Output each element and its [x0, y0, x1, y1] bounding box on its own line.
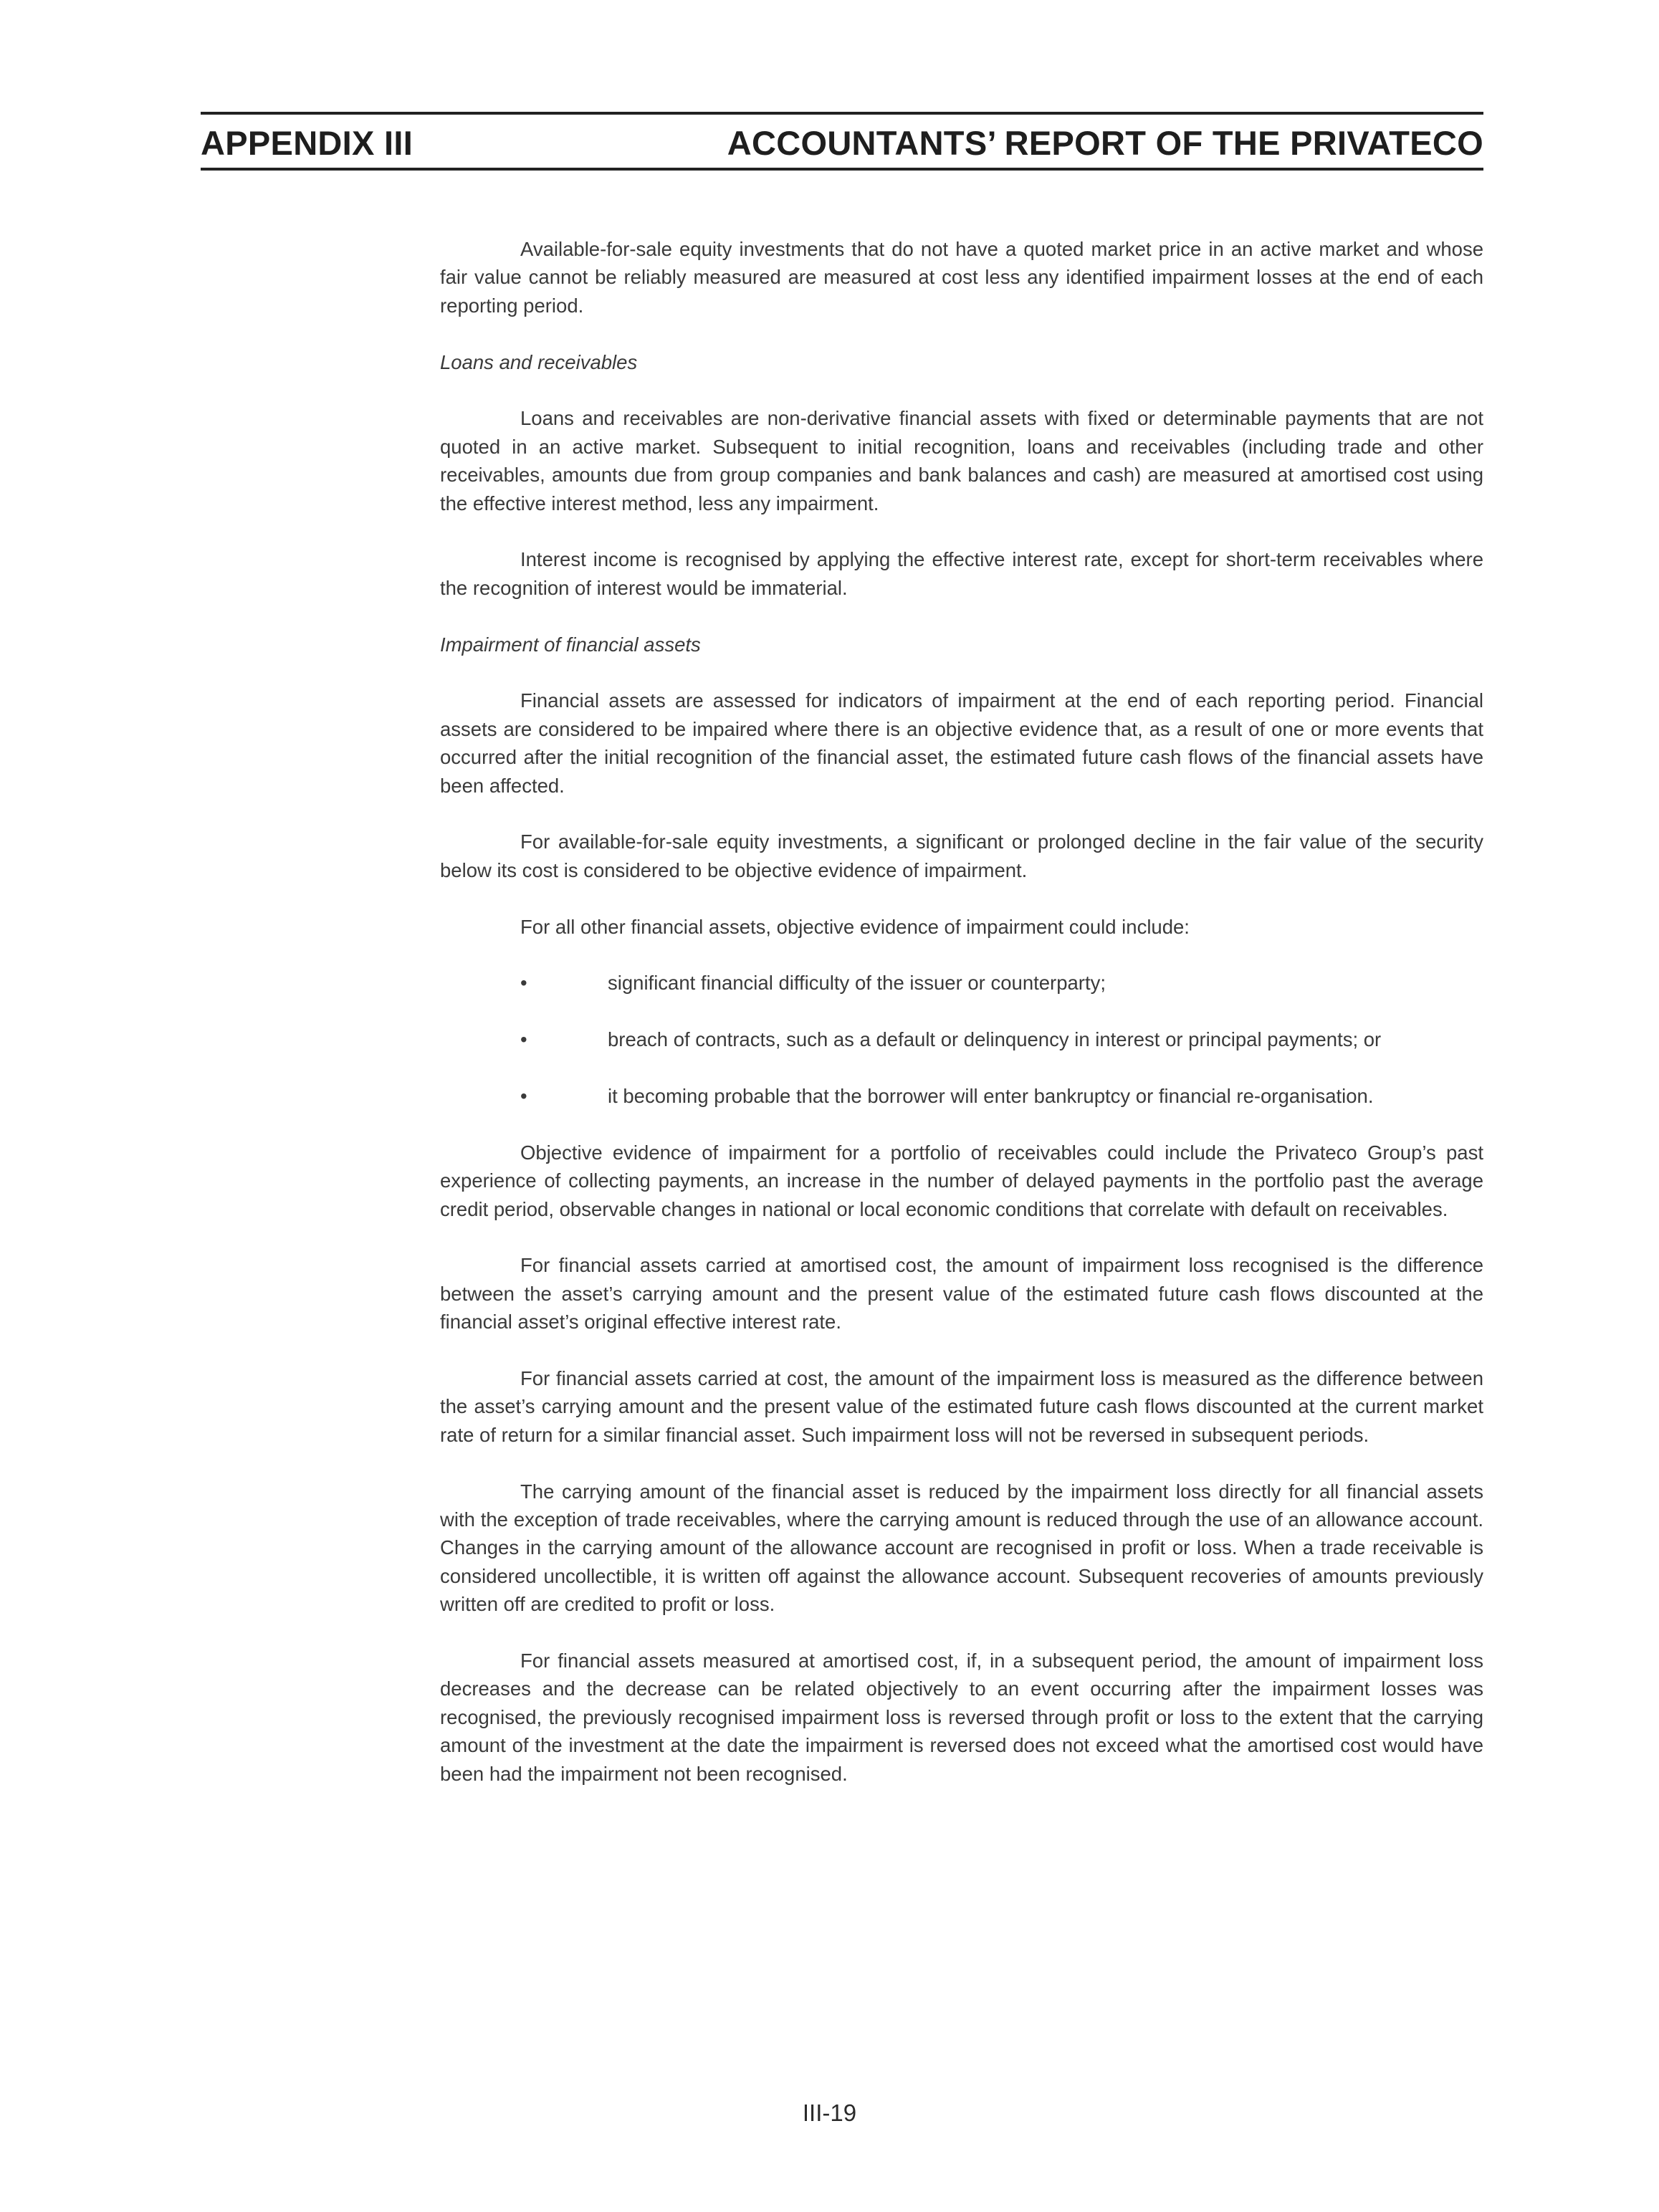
- bullet-icon: •: [520, 1085, 527, 1108]
- section-subheading: Impairment of financial assets: [440, 633, 701, 656]
- paragraph: For financial assets carried at amortised cost, the amount of impairment loss recognised is the difference between the asset’s carrying amount and the present value of the estimated future cash flows discounted at the financial asset’s original effective interest rate.: [440, 1254, 1483, 1334]
- paragraph: Financial assets are assessed for indicators of impairment at the end of each reporting period. Financial assets are considered to be impaired where there is an objective evidence that, as a result of one or more events that occurred after the initial recognition of the financial asset, the estimated future cash flows of the financial assets have been affected.: [440, 689, 1483, 797]
- paragraph: The carrying amount of the financial asset is reduced by the impairment loss directly for all financial assets with the exception of trade receivables, where the carrying amount is reduced through the use of an allowance account. Changes in the carrying amount of the allowance account are recognised in profit or loss. When a trade receivable is considered uncollectible, it is written off against the allowance account. Subsequent recoveries of amounts previously written off are credited to profit or loss.: [440, 1480, 1483, 1616]
- bullet-icon: •: [520, 1028, 527, 1051]
- bullet-text: significant financial difficulty of the issuer or counterparty;: [608, 972, 1106, 995]
- bullet-item: [440, 1025, 1483, 1053]
- paragraph: Available-for-sale equity investments that do not have a quoted market price in an active market and whose fair value cannot be reliably measured are measured at cost less any identified impairment losses at the end of each reporting period.: [440, 238, 1483, 317]
- bullet-text: breach of contracts, such as a default or delinquency in interest or principal payments; or: [608, 1028, 1382, 1051]
- bullet-text: it becoming probable that the borrower will enter bankruptcy or financial re-organisation.: [608, 1085, 1374, 1108]
- page-header: [201, 112, 1483, 171]
- paragraph: For all other financial assets, objective evidence of impairment could include:: [520, 915, 1190, 938]
- document-body: [440, 235, 1483, 1816]
- paragraph: For financial assets carried at cost, the amount of the impairment loss is measured as the difference between the asset’s carrying amount and the present value of the estimated future cash flows discounted at the current market rate of return for a similar financial asset. Such impairment loss will not be reversed in subsequent periods.: [440, 1367, 1483, 1446]
- bullet-item: [440, 969, 1483, 997]
- paragraph: Interest income is recognised by applying the effective interest rate, except for short-term receivables where the recognition of interest would be immaterial.: [440, 548, 1483, 599]
- page-number: III-19: [802, 2100, 857, 2126]
- section-subheading: Loans and receivables: [440, 350, 638, 373]
- bullet-icon: •: [520, 972, 527, 995]
- report-title: ACCOUNTANTS’ REPORT OF THE PRIVATECO: [727, 123, 1483, 162]
- bullet-item: [440, 1082, 1483, 1110]
- paragraph: For financial assets measured at amortised cost, if, in a subsequent period, the amount of impairment loss decreases and the decrease can be related objectively to an event occurring after the impairment losses was recognised, the previously recognised impairment loss is reversed through profit or loss to the extent that the carrying amount of the investment at the date the impairment is reversed does not exceed what the amortised cost would have been had the impairment not been recognised.: [440, 1650, 1483, 1785]
- paragraph: For available-for-sale equity investments, a significant or prolonged decline in the fair value of the security below its cost is considered to be objective evidence of impairment.: [440, 830, 1483, 881]
- paragraph: Objective evidence of impairment for a portfolio of receivables could include the Privateco Group’s past experience of collecting payments, an increase in the number of delayed payments in the portfolio past the average credit period, observable changes in national or local economic conditions that correlate with default on receivables.: [440, 1141, 1483, 1220]
- paragraph: Loans and receivables are non-derivative financial assets with fixed or determinable payments that are not quoted in an active market. Subsequent to initial recognition, loans and receivables (including trade and other receivables, amounts due from group companies and bank balances and cash) are measured at amortised cost using the effective interest method, less any impairment.: [440, 407, 1483, 514]
- appendix-label: APPENDIX III: [201, 123, 413, 162]
